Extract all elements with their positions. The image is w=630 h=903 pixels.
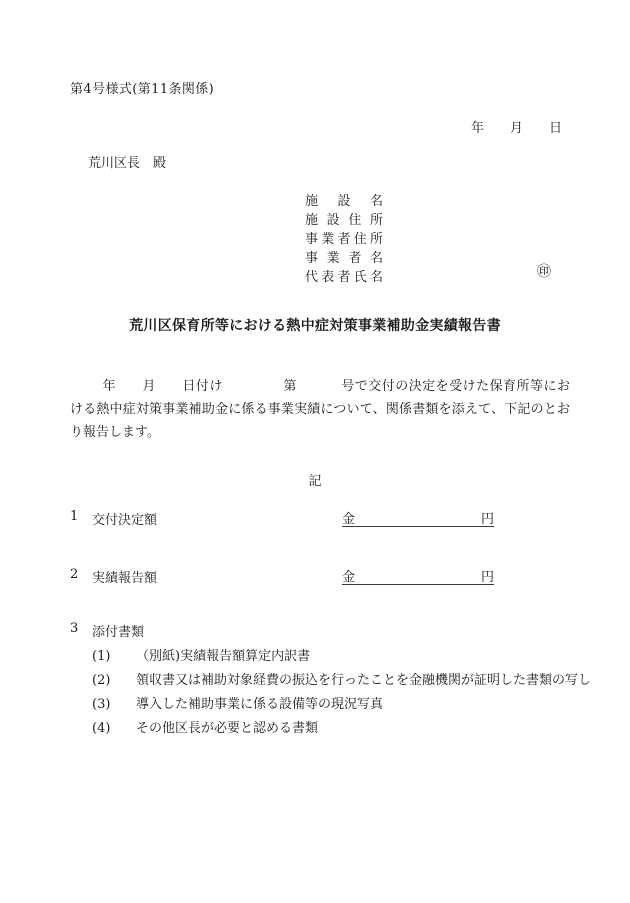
item-1-amount-field[interactable] <box>342 509 494 527</box>
applicant-row-operator-address <box>305 228 555 247</box>
attachment-2-text: 領収書又は補助対象経費の振込を行ったことを金融機関が証明した書類の写し <box>136 673 592 688</box>
item-2-money-prefix: 金 <box>342 570 356 585</box>
date-month-label: 月 <box>509 121 523 136</box>
attachment-1-number: (1) <box>92 649 111 664</box>
body-number-suffix-text: 号で交付の決定を受けた保育所等における <box>70 379 570 417</box>
attachment-item-3 <box>92 693 383 712</box>
applicant-row-representative-name <box>305 266 555 285</box>
date-year-label: 年 <box>470 121 484 136</box>
item-2-number: 2 <box>70 567 79 582</box>
item-3-label: 添付書類 <box>92 625 145 640</box>
attachment-3-text: 導入した補助事業に係る設備等の現況写真 <box>136 697 384 712</box>
item-1-number: 1 <box>70 509 79 524</box>
attachment-4-text: その他区長が必要と認める書類 <box>136 721 319 736</box>
operator-name-label: 事業者名 <box>305 251 383 266</box>
item-1-money-prefix: 金 <box>342 512 356 527</box>
body-number-prefix-label: 第 <box>282 379 297 394</box>
applicant-row-operator-name <box>305 247 555 266</box>
item-1-label: 交付決定額 <box>92 513 158 528</box>
attachment-1-text: （別紙)実績報告額算定内訳書 <box>136 649 311 664</box>
date-line <box>0 117 570 136</box>
attachment-item-2 <box>92 669 591 688</box>
seal-icon: ㊞ <box>537 264 551 280</box>
attachment-item-1 <box>92 645 310 664</box>
form-number: 第4号様式(第11条関係) <box>70 82 215 97</box>
attachment-2-number: (2) <box>92 673 111 688</box>
item-attachments <box>70 621 570 641</box>
item-3-number: 3 <box>70 621 79 636</box>
item-2-money-unit: 円 <box>480 570 494 585</box>
date-day-label: 日 <box>548 121 562 136</box>
item-2-label: 実績報告額 <box>92 571 158 586</box>
item-grant-decision-amount <box>70 509 570 529</box>
addressee: 荒川区長 殿 <box>88 156 167 171</box>
ki-marker: 記 <box>308 474 322 489</box>
body-continuation-text: 熱中症対策事業補助金に係る事業実績について、関係書類を添えて、下記のとおり報告します。 <box>70 402 570 440</box>
applicant-row-facility-address <box>305 209 555 228</box>
applicant-row-facility-name <box>305 190 555 209</box>
attachment-item-4 <box>92 717 318 736</box>
item-1-money-unit: 円 <box>480 512 494 527</box>
body-day-suffix-label: 日付け <box>181 379 223 394</box>
page-title: 荒川区保育所等における熱中症対策事業補助金実績報告書 <box>129 318 501 334</box>
facility-address-label: 施設住所 <box>305 213 383 228</box>
attachment-4-number: (4) <box>92 721 111 736</box>
operator-address-label: 事業者住所 <box>305 232 383 247</box>
facility-name-label: 施設名 <box>305 194 383 209</box>
body-paragraph <box>70 375 570 444</box>
applicant-info-block <box>305 190 555 285</box>
attachment-3-number: (3) <box>92 697 111 712</box>
item-result-report-amount <box>70 567 570 587</box>
body-year-label: 年 <box>102 379 116 394</box>
representative-name-label: 代表者氏名 <box>305 270 383 285</box>
item-2-amount-field[interactable] <box>342 567 494 585</box>
body-month-label: 月 <box>141 379 156 394</box>
